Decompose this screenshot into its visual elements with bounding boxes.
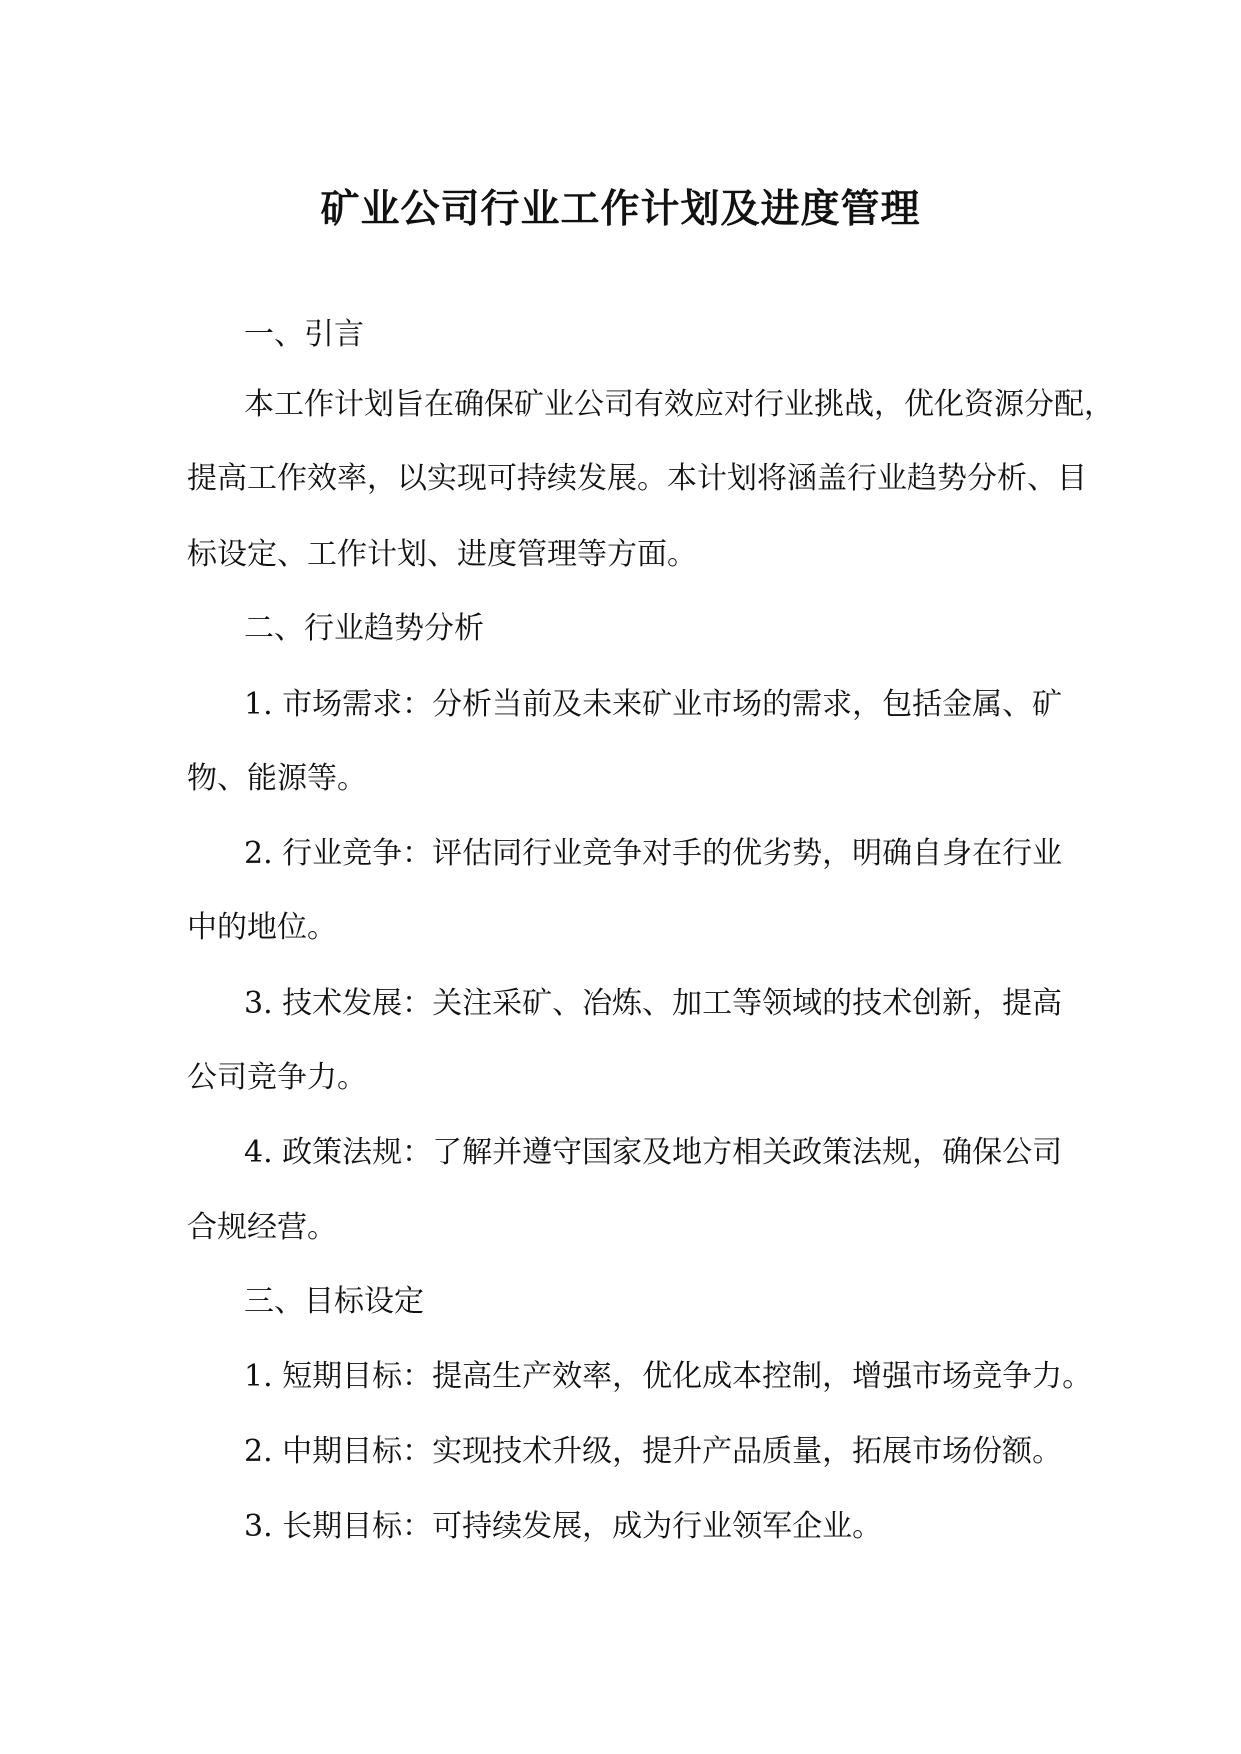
paragraph-line: 提高工作效率，以实现可持续发展。本计划将涵盖行业趋势分析、目 bbox=[187, 461, 1087, 496]
section-heading-introduction: 一、引言 bbox=[244, 317, 364, 352]
list-item-policy-regulation: 4. 政策法规：了解并遵守国家及地方相关政策法规，确保公司 bbox=[244, 1135, 1063, 1170]
list-item-continuation: 合规经营。 bbox=[187, 1210, 337, 1245]
list-item-market-demand: 1. 市场需求：分析当前及未来矿业市场的需求，包括金属、矿 bbox=[244, 687, 1063, 722]
list-item-long-term-goal: 3. 长期目标：可持续发展，成为行业领军企业。 bbox=[244, 1509, 883, 1544]
paragraph-line: 标设定、工作计划、进度管理等方面。 bbox=[187, 537, 697, 572]
paragraph-line: 本工作计划旨在确保矿业公司有效应对行业挑战，优化资源分配， bbox=[244, 387, 1114, 422]
list-item-short-term-goal: 1. 短期目标：提高生产效率，优化成本控制，增强市场竞争力。 bbox=[244, 1359, 1093, 1394]
list-item-continuation: 中的地位。 bbox=[187, 910, 337, 945]
list-item-technology-development: 3. 技术发展：关注采矿、冶炼、加工等领域的技术创新，提高 bbox=[244, 986, 1063, 1021]
list-item-continuation: 物、能源等。 bbox=[187, 761, 367, 796]
list-item-mid-term-goal: 2. 中期目标：实现技术升级，提升产品质量，拓展市场份额。 bbox=[244, 1434, 1063, 1469]
section-heading-trend-analysis: 二、行业趋势分析 bbox=[244, 611, 484, 646]
document-title: 矿业公司行业工作计划及进度管理 bbox=[320, 186, 921, 232]
list-item-industry-competition: 2. 行业竞争：评估同行业竞争对手的优劣势，明确自身在行业 bbox=[244, 836, 1063, 871]
list-item-continuation: 公司竞争力。 bbox=[187, 1060, 367, 1095]
section-heading-goal-setting: 三、目标设定 bbox=[244, 1284, 424, 1319]
